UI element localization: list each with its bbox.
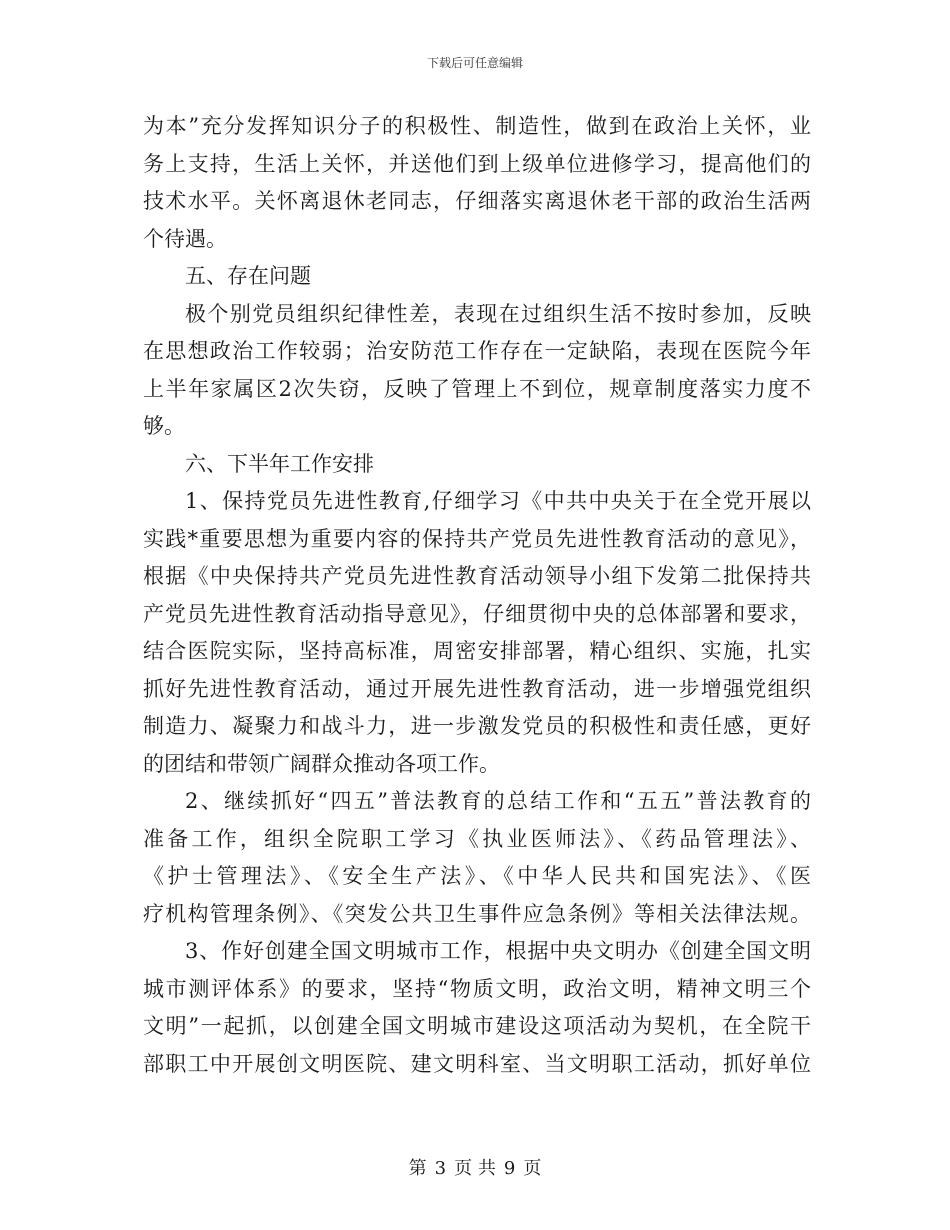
text-line: 结合医院实际，坚持高标准，周密安排部署，精心组织、实施，扎实 (143, 639, 811, 663)
text-line: 制造力、凝聚力和战斗力，进一步激发党员的积极性和责任感，更好 (143, 714, 811, 738)
text-line: 3、作好创建全国文明城市工作，根据中央文明办《创建全国文明 (185, 939, 811, 963)
text-line: 在思想政治工作较弱；治安防范工作存在一定缺陷，表现在医院今年 (143, 339, 811, 363)
text-line: 实践*重要思想为重要内容的保持共产党员先进性教育活动的意见》， (143, 526, 811, 551)
text-line: 部职工中开展创文明医院、建文明科室、当文明职工活动，抓好单位 (143, 1051, 811, 1076)
document-body (143, 108, 811, 1083)
text-line: 上半年家属区2次失窃，反映了管理上不到位，规章制度落实力度不 (143, 376, 811, 401)
text-line: 准备工作，组织全院职工学习《执业医师法》、《药品管理法》、 (143, 826, 811, 851)
text-line: 务上支持，生活上关怀，并送他们到上级单位进修学习，提高他们的 (143, 151, 811, 176)
text-line: 的团结和带领广阔群众推动各项工作。 (143, 751, 500, 776)
text-line: 疗机构管理条例》、《突发公共卫生事件应急条例》等相关法律法规。 (143, 901, 811, 926)
text-line: 文明”一起抓，以创建全国文明城市建设这项活动为契机，在全院干 (143, 1014, 811, 1038)
text-line: 为本”充分发挥知识分子的积极性、制造性，做到在政治上关怀，业 (143, 114, 811, 138)
footer-page-number: 3 (434, 1158, 447, 1179)
footer-total-pages: 9 (503, 1158, 516, 1179)
text-line: 2、继续抓好“四五”普法教育的总结工作和“五五”普法教育的 (185, 789, 811, 813)
text-line: 城市测评体系》的要求，坚持“物质文明，政治文明，精神文明三个 (143, 976, 811, 1001)
text-line: 1、保持党员先进性教育,仔细学习《中共中央关于在全党开展以 (185, 489, 811, 513)
text-line: 根据《中央保持共产党员先进性教育活动领导小组下发第二批保持共 (143, 564, 811, 588)
text-line: 五、存在问题 (185, 264, 311, 288)
page-header: 下载后可任意编辑 (426, 56, 523, 70)
text-line: 产党员先进性教育活动指导意见》，仔细贯彻中央的总体部署和要求， (143, 601, 811, 626)
text-line: 够。 (143, 414, 185, 438)
footer-prefix: 第 (408, 1158, 427, 1179)
text-line: 技术水平。关怀离退休老同志，仔细落实离退休老干部的政治生活两 (143, 189, 811, 213)
page-footer (0, 1154, 950, 1180)
text-line: 《护士管理法》、《安全生产法》、《中华人民共和国宪法》、《医 (143, 864, 811, 888)
text-line: 六、下半年工作安排 (185, 451, 374, 476)
text-line: 极个别党员组织纪律性差，表现在过组织生活不按时参加，反映 (185, 301, 811, 326)
text-line: 个待遇。 (143, 226, 227, 251)
footer-middle: 页 共 (454, 1158, 496, 1179)
text-line: 抓好先进性教育活动，通过开展先进性教育活动，进一步增强党组织 (143, 676, 811, 701)
footer-suffix: 页 (523, 1158, 542, 1179)
